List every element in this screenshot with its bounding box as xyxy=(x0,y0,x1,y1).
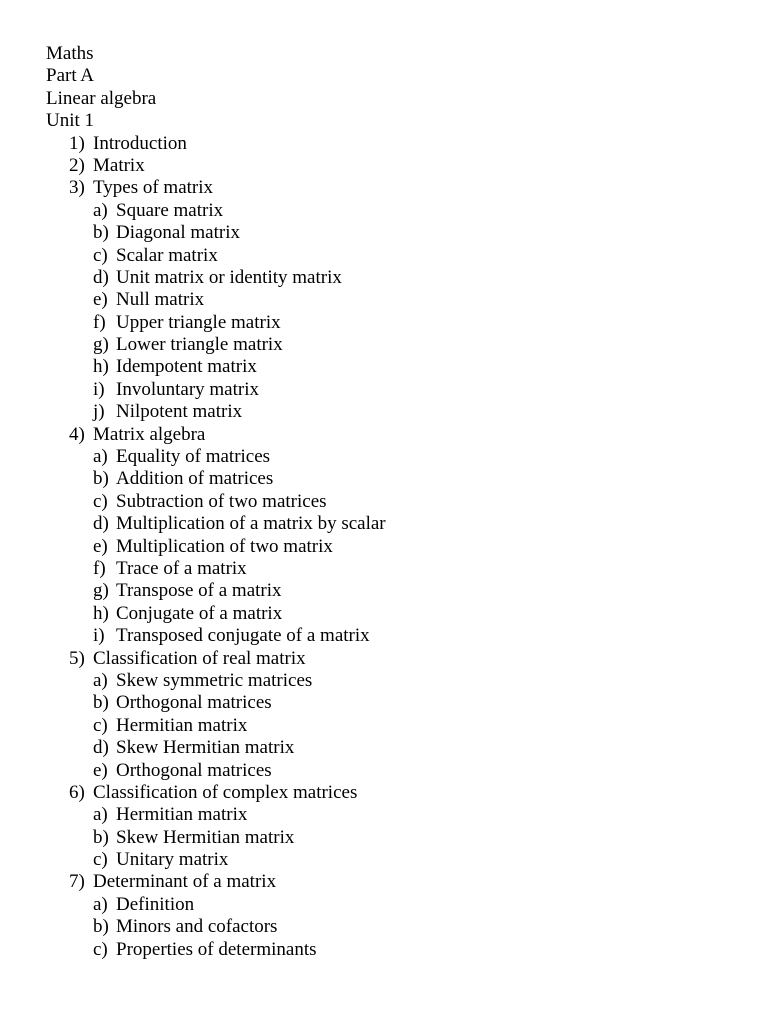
outline-item-label: Introduction xyxy=(93,132,187,154)
outline-item-number: 5) xyxy=(69,647,85,669)
outline-subitem-letter: j) xyxy=(93,401,105,423)
outline-subitem xyxy=(46,446,386,468)
outline-subitem-letter: d) xyxy=(93,513,109,535)
outline-subitem-label: Transposed conjugate of a matrix xyxy=(116,625,370,647)
outline-subitem xyxy=(46,916,386,938)
outline-subitem xyxy=(46,536,386,558)
outline-subitem-label: Diagonal matrix xyxy=(116,222,240,244)
outline-subitem-label: Skew symmetric matrices xyxy=(116,669,313,691)
outline-subitem-letter: b) xyxy=(93,692,109,714)
outline-subitem-letter: d) xyxy=(93,737,109,759)
outline-subitem-label: Unitary matrix xyxy=(116,849,229,871)
outline-subitem-label: Definition xyxy=(116,893,195,915)
outline-subitem-label: Skew Hermitian matrix xyxy=(116,826,295,848)
outline-subitem xyxy=(46,491,386,513)
outline-subitem xyxy=(46,200,386,222)
outline-item xyxy=(46,155,386,177)
outline-subitem xyxy=(46,625,386,647)
outline-subitem xyxy=(46,692,386,714)
outline-subitem-label: Square matrix xyxy=(116,199,224,221)
outline-item xyxy=(46,648,386,670)
outline-subitem-letter: c) xyxy=(93,849,108,871)
outline-subitem-label: Orthogonal matrices xyxy=(116,692,272,714)
unit-heading: Unit 1 xyxy=(46,110,95,132)
outline-subitem-label: Idempotent matrix xyxy=(116,356,257,378)
outline-item xyxy=(46,782,386,804)
outline-subitem-letter: c) xyxy=(93,714,108,736)
outline-subitem-label: Hermitian matrix xyxy=(116,714,248,736)
outline-subitem xyxy=(46,939,386,961)
outline-subitem xyxy=(46,334,386,356)
outline-subitem-label: Upper triangle matrix xyxy=(116,311,281,333)
outline-subitem-label: Equality of matrices xyxy=(116,446,271,468)
outline-item-label: Classification of complex matrices xyxy=(93,781,358,803)
outline-subitem xyxy=(46,737,386,759)
outline-subitem-letter: a) xyxy=(93,893,108,915)
topic-heading: Linear algebra xyxy=(46,87,157,109)
outline-subitem-label: Nilpotent matrix xyxy=(116,401,243,423)
outline-item xyxy=(46,177,386,199)
outline-subitem-letter: a) xyxy=(93,804,108,826)
outline-item xyxy=(46,133,386,155)
outline-subitem xyxy=(46,894,386,916)
outline-subitem-label: Transpose of a matrix xyxy=(116,580,282,602)
outline-subitem-letter: e) xyxy=(93,289,108,311)
outline-subitem xyxy=(46,715,386,737)
outline-subitem-label: Hermitian matrix xyxy=(116,804,248,826)
outline-subitem xyxy=(46,289,386,311)
outline-subitem-letter: b) xyxy=(93,222,109,244)
outline-subitem-letter: d) xyxy=(93,266,109,288)
outline-subitem xyxy=(46,513,386,535)
outline-subitem xyxy=(46,760,386,782)
outline-subitem-label: Minors and cofactors xyxy=(116,916,278,938)
outline-subitem-letter: h) xyxy=(93,602,109,624)
outline-subitem-letter: g) xyxy=(93,580,109,602)
outline-subitem-letter: b) xyxy=(93,826,109,848)
outline-subitem-label: Conjugate of a matrix xyxy=(116,602,283,624)
outline-item-number: 4) xyxy=(69,423,85,445)
outline-item-label: Matrix algebra xyxy=(93,423,206,445)
outline-subitem-letter: a) xyxy=(93,199,108,221)
outline-subitem-label: Involuntary matrix xyxy=(116,378,259,400)
outline-subitem xyxy=(46,267,386,289)
outline-subitem-label: Trace of a matrix xyxy=(116,557,247,579)
outline-subitem-label: Subtraction of two matrices xyxy=(116,490,327,512)
outline-subitem xyxy=(46,379,386,401)
outline-subitem xyxy=(46,804,386,826)
outline-subitem-label: Addition of matrices xyxy=(116,468,274,490)
outline-subitem xyxy=(46,670,386,692)
outline-subitem xyxy=(46,312,386,334)
outline-subitem-letter: c) xyxy=(93,938,108,960)
outline-subitem-letter: a) xyxy=(93,669,108,691)
outline-subitem-letter: g) xyxy=(93,334,109,356)
outline-subitem xyxy=(46,401,386,423)
outline-subitem-label: Skew Hermitian matrix xyxy=(116,737,295,759)
outline-subitem-label: Orthogonal matrices xyxy=(116,759,272,781)
part-heading: Part A xyxy=(46,65,95,87)
outline-subitem-letter: c) xyxy=(93,490,108,512)
outline-subitem xyxy=(46,580,386,602)
outline-subitem-label: Scalar matrix xyxy=(116,244,218,266)
outline-subitem-letter: a) xyxy=(93,446,108,468)
outline-subitem-letter: h) xyxy=(93,356,109,378)
document-content xyxy=(46,43,386,961)
outline-subitem-letter: b) xyxy=(93,468,109,490)
outline-item-label: Determinant of a matrix xyxy=(93,871,277,893)
outline-subitem xyxy=(46,827,386,849)
outline-subitem-label: Multiplication of two matrix xyxy=(116,535,333,557)
outline-item-label: Matrix xyxy=(93,154,145,176)
outline-item-label: Classification of real matrix xyxy=(93,647,306,669)
outline-subitem-label: Unit matrix or identity matrix xyxy=(116,266,342,288)
outline-subitem-letter: i) xyxy=(93,625,105,647)
outline-item xyxy=(46,871,386,893)
outline-subitem-letter: e) xyxy=(93,535,108,557)
outline-subitem-label: Properties of determinants xyxy=(116,938,317,960)
outline-subitem xyxy=(46,558,386,580)
outline-subitem-letter: e) xyxy=(93,759,108,781)
outline-subitem-label: Null matrix xyxy=(116,289,205,311)
subject-heading: Maths xyxy=(46,43,94,64)
outline-item-number: 3) xyxy=(69,177,85,199)
outline-subitem xyxy=(46,245,386,267)
topic-outline xyxy=(46,133,386,961)
outline-subitem xyxy=(46,603,386,625)
outline-subitem-letter: f) xyxy=(93,557,106,579)
outline-subitem-label: Lower triangle matrix xyxy=(116,334,283,356)
outline-subitem xyxy=(46,468,386,490)
outline-subitem-label: Multiplication of a matrix by scalar xyxy=(116,513,386,535)
outline-item-number: 6) xyxy=(69,781,85,803)
outline-subitem-letter: f) xyxy=(93,311,106,333)
outline-subitem-letter: c) xyxy=(93,244,108,266)
outline-item-label: Types of matrix xyxy=(93,177,214,199)
outline-item-number: 1) xyxy=(69,132,85,154)
outline-subitem xyxy=(46,849,386,871)
outline-subitem-letter: b) xyxy=(93,916,109,938)
outline-item-number: 2) xyxy=(69,154,85,176)
outline-subitem-letter: i) xyxy=(93,378,105,400)
outline-item xyxy=(46,424,386,446)
outline-subitem xyxy=(46,222,386,244)
outline-item-number: 7) xyxy=(69,871,85,893)
outline-subitem xyxy=(46,356,386,378)
